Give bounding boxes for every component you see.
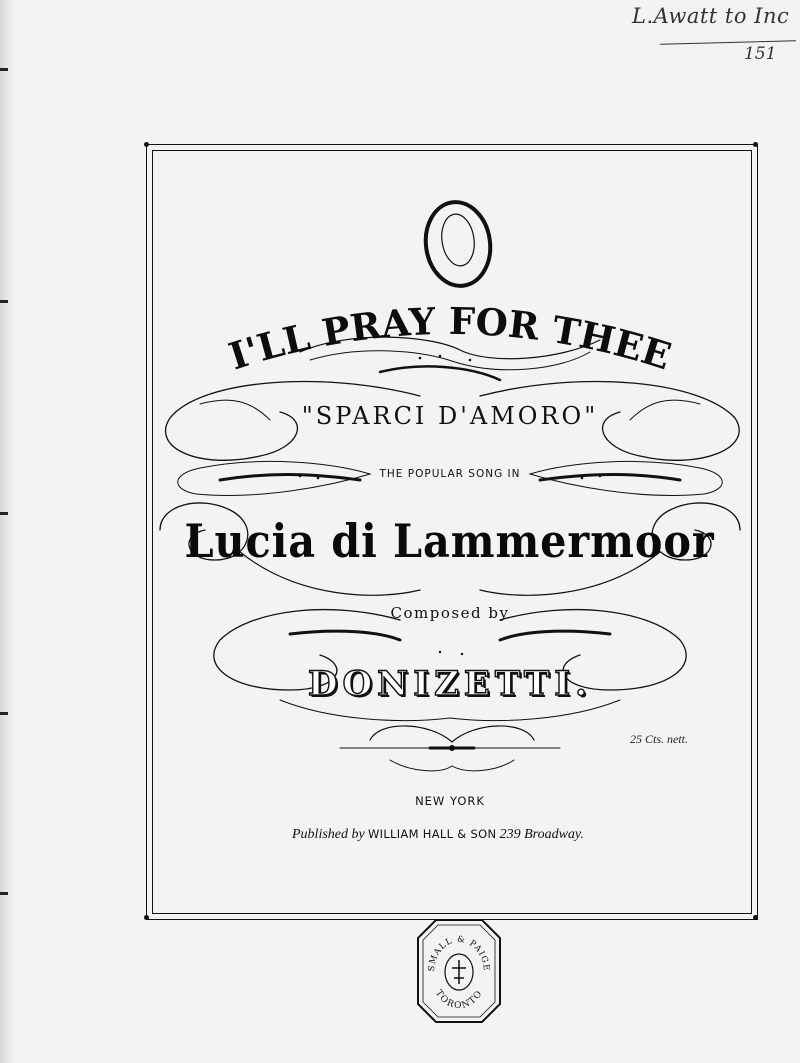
price-note: 25 Cts. nett. (630, 732, 689, 746)
publisher-name: WILLIAM HALL & SON (367, 827, 497, 841)
italian-subtitle (0, 402, 800, 430)
italian-subtitle-text: "SPARCI D'AMORO" (301, 402, 599, 430)
popular-song-caption: THE POPULAR SONG IN (379, 468, 521, 480)
song-title-arc (0, 296, 800, 386)
publisher-line (292, 826, 584, 843)
opera-title (0, 514, 800, 568)
handwritten-number: 151 (744, 44, 777, 64)
svg-text:I'LL PRAY FOR THEE (224, 299, 677, 379)
song-title-text: I'LL PRAY FOR THEE (223, 298, 677, 379)
publisher-address: 239 Broadway. (499, 827, 584, 842)
stamp-line-2: TORONTO (432, 988, 486, 1012)
publication-city: NEW YORK (415, 794, 485, 808)
stamp-line-1: SMALL & PAIGE (426, 934, 492, 973)
opera-title-text: Lucia di Lammermoor (184, 514, 716, 568)
handwritten-inscription: L.Awatt to Inc (632, 4, 790, 28)
song-title (0, 296, 800, 386)
composed-by-caption: Composed by (390, 604, 510, 622)
composer-name: DONIZETTI. (308, 664, 592, 704)
publisher-prefix: Published by (292, 827, 365, 842)
seller-stamp (416, 918, 502, 1024)
svg-text:TORONTO (433, 988, 485, 1011)
